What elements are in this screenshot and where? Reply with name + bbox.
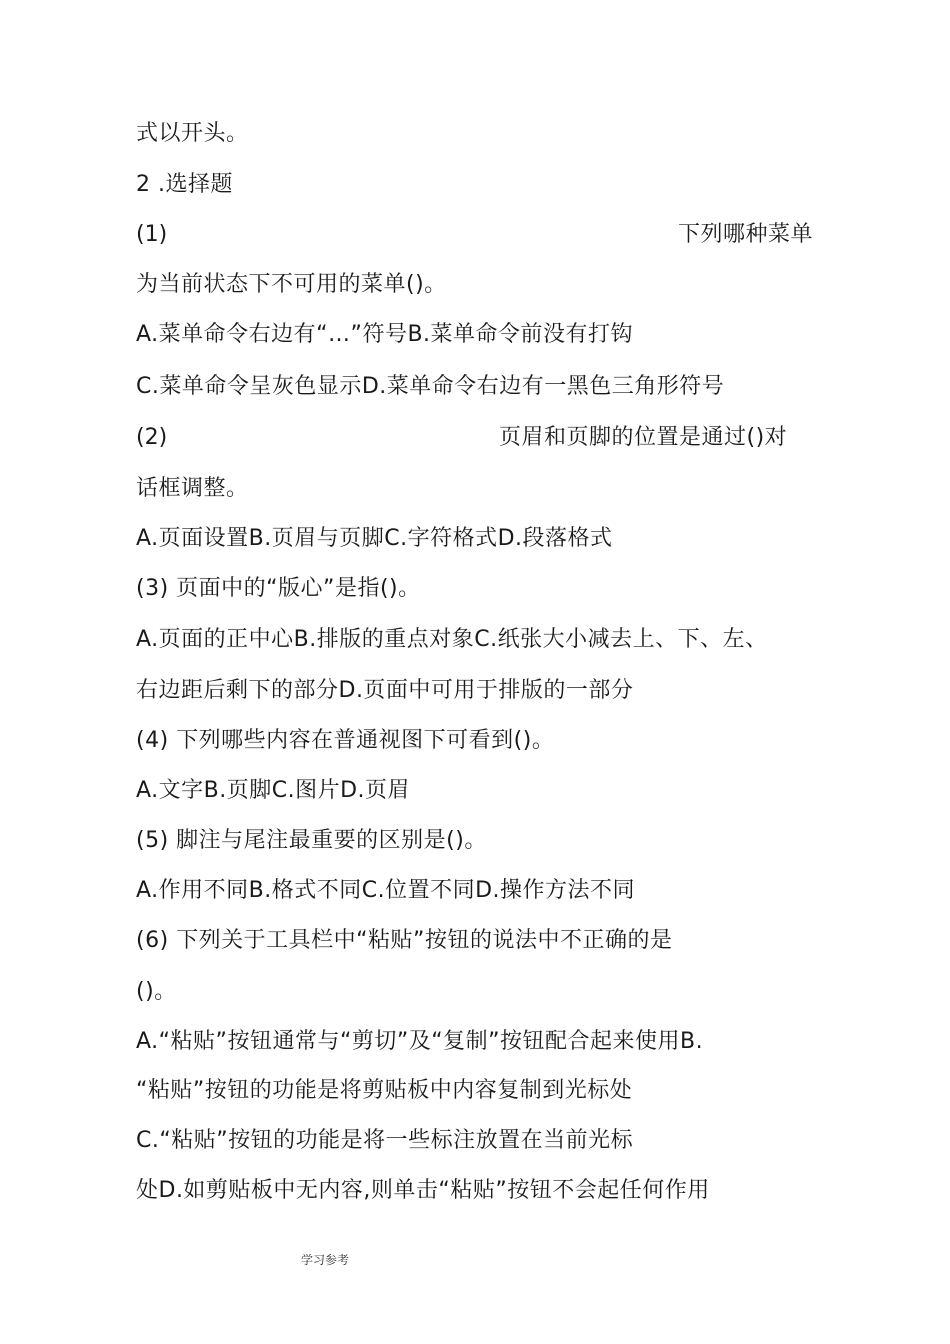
answer-options: A.页面设置B.页眉与页脚C.字符格式D.段落格式 bbox=[136, 526, 613, 551]
question-line: (4) 下列哪些内容在普通视图下可看到()。 bbox=[136, 728, 555, 753]
question-number: (1) bbox=[136, 222, 168, 247]
text-line: 为当前状态下不可用的菜单()。 bbox=[136, 272, 447, 297]
text-line: 式以开头。 bbox=[136, 121, 249, 146]
answer-options: 右边距后剩下的部分D.页面中可用于排版的一部分 bbox=[136, 678, 634, 703]
text-line: ()。 bbox=[136, 979, 177, 1004]
answer-options: A.文字B.页脚C.图片D.页眉 bbox=[136, 778, 411, 803]
question-text: 页眉和页脚的位置是通过()对 bbox=[499, 425, 788, 450]
answer-options: 处D.如剪贴板中无内容,则单击“粘贴”按钮不会起任何作用 bbox=[136, 1178, 710, 1203]
page-footer: 学习参考 bbox=[301, 1253, 350, 1267]
question-line: (3) 页面中的“版心”是指()。 bbox=[136, 576, 421, 601]
answer-options: A.“粘贴”按钮通常与“剪切”及“复制”按钮配合起来使用B. bbox=[136, 1029, 704, 1054]
question-number: (2) bbox=[136, 425, 168, 450]
answer-options: A.作用不同B.格式不同C.位置不同D.操作方法不同 bbox=[136, 878, 636, 903]
question-line: (6) 下列关于工具栏中“粘贴”按钮的说法中不正确的是 bbox=[136, 928, 673, 953]
answer-options: A.页面的正中心B.排版的重点对象C.纸张大小减去上、下、左、 bbox=[136, 627, 768, 652]
answer-options: C.“粘贴”按钮的功能是将一些标注放置在当前光标 bbox=[136, 1128, 634, 1153]
question-line: (5) 脚注与尾注最重要的区别是()。 bbox=[136, 828, 487, 853]
answer-options: A.菜单命令右边有“…”符号B.菜单命令前没有打钩 bbox=[136, 322, 634, 347]
section-heading: 2 .选择题 bbox=[136, 172, 233, 197]
question-text: 下列哪种菜单 bbox=[678, 222, 814, 247]
answer-options: C.菜单命令呈灰色显示D.菜单命令右边有一黑色三角形符号 bbox=[136, 374, 725, 399]
answer-options: “粘贴”按钮的功能是将剪贴板中内容复制到光标处 bbox=[136, 1078, 633, 1103]
text-line: 话框调整。 bbox=[136, 476, 249, 501]
